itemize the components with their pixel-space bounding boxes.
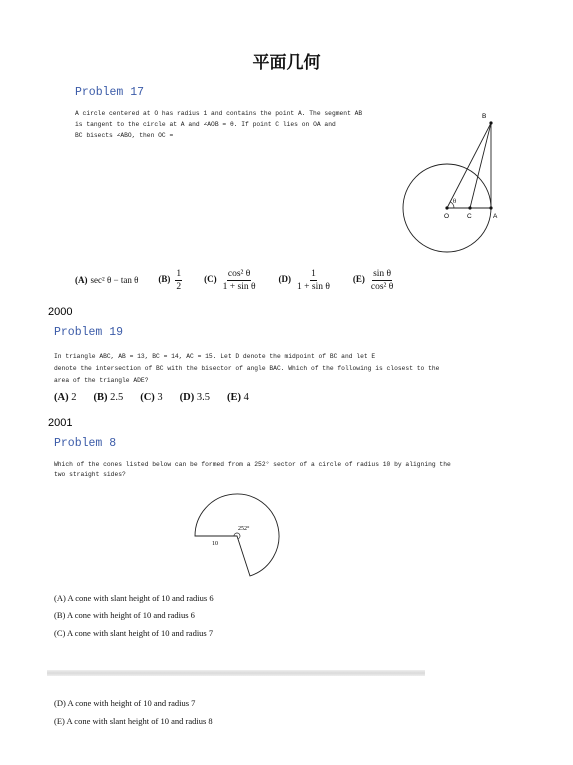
label-c: C xyxy=(467,213,472,220)
problem-17-line-2: is tangent to the circle at A and ∠AOB = θ. If point C lies on OA and xyxy=(75,121,336,128)
sector-252 xyxy=(195,494,279,576)
choice-a[interactable]: (A) sec² θ − tan θ xyxy=(75,275,139,285)
choice-c[interactable]: (C) 3 xyxy=(140,392,163,403)
choice-d[interactable]: (D) $\frac{1}{\text{1 + sin θ}}$ xyxy=(278,268,330,292)
problem-19-heading: Problem 19 xyxy=(54,326,124,339)
choice-b[interactable]: (B) $\frac{1}{2}$ xyxy=(158,268,182,292)
year-2000: 2000 xyxy=(48,306,73,318)
circle-tangent-figure xyxy=(395,105,505,265)
sector-figure xyxy=(190,485,280,585)
page-divider xyxy=(47,670,425,676)
problem-17-line-1: A circle centered at O has radius 1 and contains the point A. The segment AB xyxy=(75,110,363,117)
choice-e[interactable]: (E) A cone with slant height of 10 and radius 8 xyxy=(54,716,213,726)
year-2001: 2001 xyxy=(48,417,73,429)
problem-17-heading: Problem 17 xyxy=(75,86,145,99)
label-b: B xyxy=(482,113,487,120)
choice-b[interactable]: (B) 2.5 xyxy=(93,392,124,403)
segment-bc xyxy=(470,123,491,208)
angle-label: 252° xyxy=(238,526,250,532)
label-theta: θ xyxy=(453,198,457,205)
choice-d[interactable]: (D) 3.5 xyxy=(179,392,210,403)
choice-a[interactable]: (A) 2 xyxy=(54,392,77,403)
problem-8-line-1: Which of the cones listed below can be formed from a 252° sector of a circle of radius 10 by aligning the xyxy=(54,461,451,468)
problem-8-heading: Problem 8 xyxy=(54,437,117,450)
page-title: 平面几何 xyxy=(252,53,321,73)
choice-e[interactable]: (E) 4 xyxy=(226,392,249,403)
choice-b[interactable]: (B) A cone with height of 10 and radius 6 xyxy=(54,610,195,620)
choice-e[interactable]: (E) $\frac{\text{sin θ}}{\text{cos² θ}}$ xyxy=(352,268,394,292)
problem-19-line-1: In triangle ABC, AB = 13, BC = 14, AC = 15. Let D denote the midpoint of BC and let E xyxy=(54,353,376,360)
label-o: O xyxy=(444,213,450,220)
choice-c[interactable]: (C) A cone with slant height of 10 and radius 7 xyxy=(54,628,214,638)
problem-19-choices xyxy=(54,392,249,403)
radius-label: 10 xyxy=(212,541,218,547)
choice-c[interactable]: (C) $\frac{\text{cos² θ}}{\text{1 + sin θ}}$ xyxy=(204,268,256,292)
problem-17-line-3: BC bisects ∠ABO, then OC = xyxy=(75,132,174,139)
problem-17-choices xyxy=(75,264,396,296)
point-b xyxy=(489,121,492,124)
problem-8-line-2: two straight sides? xyxy=(54,471,126,478)
point-a xyxy=(489,206,492,209)
choice-a[interactable]: (A) A cone with slant height of 10 and radius 6 xyxy=(54,593,214,603)
point-c xyxy=(468,206,471,209)
problem-19-line-2: denote the intersection of BC with the bisector of angle BAC. Which of the following is closest to the xyxy=(54,365,440,372)
label-a: A xyxy=(493,213,498,220)
problem-19-line-3: area of the triangle ADE? xyxy=(54,377,149,384)
point-o xyxy=(445,206,448,209)
choice-d[interactable]: (D) A cone with height of 10 and radius 7 xyxy=(54,698,196,708)
segment-ob xyxy=(447,123,491,208)
